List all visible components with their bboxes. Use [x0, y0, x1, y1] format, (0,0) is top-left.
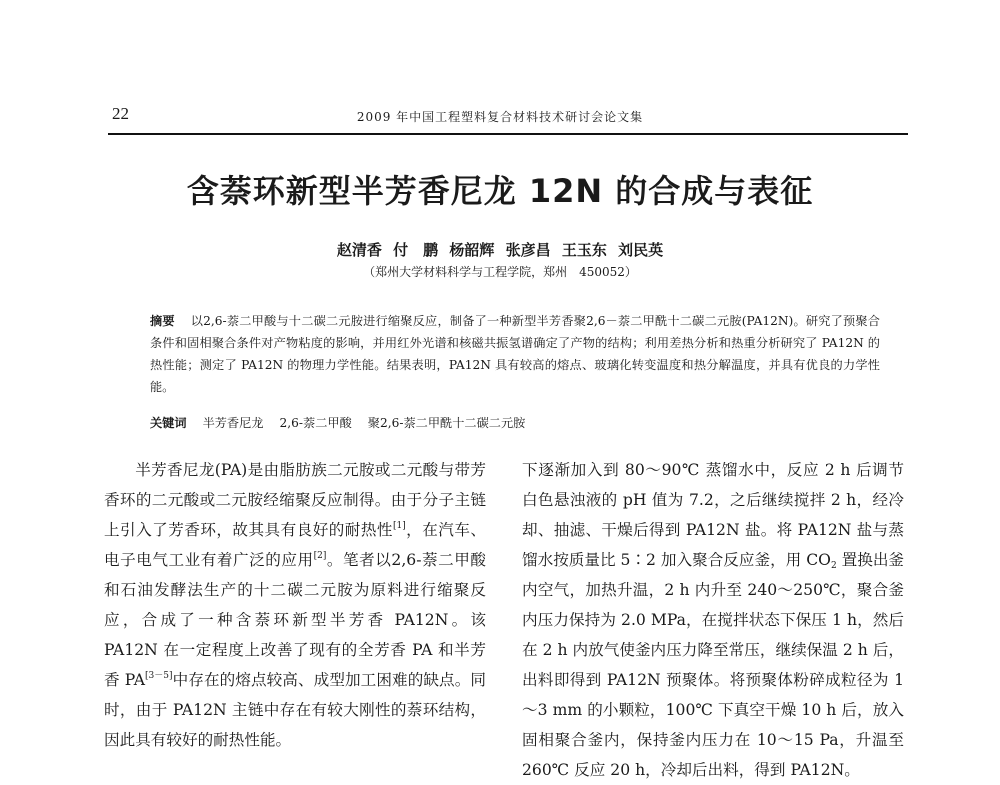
- citation: [2]: [313, 551, 327, 561]
- running-header: 2009 年中国工程塑料复合材料技术研讨会论文集: [356, 110, 644, 124]
- body-column-left: [104, 455, 486, 755]
- author-name: 刘民英: [618, 241, 664, 259]
- paper-title: 含萘环新型半芳香尼龙 12N 的合成与表征: [186, 172, 814, 210]
- body-paragraph: [522, 455, 904, 785]
- author-name: 王玉东: [561, 241, 607, 259]
- page-number: 22: [112, 104, 129, 123]
- body-text: 中存在的熔点较高、成型加工困难的缺点。同时，由于 PA12N 主链中存在有较大刚性的萘环结构，因此具有较好的耐热性能。: [104, 671, 486, 749]
- author-name: 张彦昌: [505, 241, 551, 259]
- subscript: 2: [830, 561, 837, 571]
- keywords: [150, 412, 880, 434]
- keywords-label: 关键词: [150, 416, 187, 430]
- abstract-label: 摘要: [150, 314, 175, 328]
- body-text: 置换出釜内空气，加热升温，2 h 内升至 240～250℃，聚合釜内压力保持为 2.0 MPa，在搅拌状态下保压 1 h，然后在 2 h 内放气使釜内压力降至常压，继续保温 2 h 后，出料即得到 PA12N 预聚体。将预聚体粉碎成粒径为 1～3 mm 的小颗粒，100℃ 下真空干燥 10 h 后，放入固相聚合釜内，保持釜内压力在 10～15 Pa，升温至 260℃ 反应 20 h，冷却后出料，得到 PA12N。: [522, 551, 905, 779]
- body-paragraph: [104, 455, 486, 755]
- keyword: 半芳香尼龙: [202, 416, 264, 430]
- header-divider: [108, 133, 908, 135]
- author-name: 杨韶辉: [449, 241, 495, 259]
- abstract: [150, 310, 880, 398]
- citation: [1]: [392, 521, 406, 531]
- citation: [3－5]: [145, 671, 173, 681]
- abstract-text: 以2,6-萘二甲酸与十二碳二元胺进行缩聚反应，制备了一种新型半芳香聚2,6－萘二甲酰十二碳二元胺(PA12N)。研究了预聚合条件和固相聚合条件对产物粘度的影响，并用红外光谱和核磁共振氢谱确定了产物的结构；利用差热分析和热重分析研究了 PA12N 的热性能；测定了 PA12N 的物理力学性能。结果表明，PA12N 具有较高的熔点、玻璃化转变温度和热分解温度，并具有优良的力学性能。: [150, 314, 880, 394]
- keyword: 聚2,6-萘二甲酰十二碳二元胺: [367, 416, 526, 430]
- body-text: ，在汽车、电子电气工业有着广泛的应用: [104, 521, 486, 569]
- author-name: 付 鹏: [393, 241, 439, 259]
- body-text: 。笔者以2,6-萘二甲酸和石油发酵法生产的十二碳二元胺为原料进行缩聚反应，合成了一种含萘环新型半芳香 PA12N。该 PA12N 在一定程度上改善了现有的全芳香 PA 和半芳香 PA: [104, 551, 486, 689]
- author-name: 赵清香: [336, 241, 382, 259]
- keyword: 2,6-萘二甲酸: [279, 416, 352, 430]
- body-text: 半芳香尼龙(PA)是由脂肪族二元胺或二元酸与带芳香环的二元酸或二元胺经缩聚反应制得。由于分子主链上引入了芳香环，故其具有良好的耐热性: [104, 461, 486, 539]
- author-list: [0, 239, 1000, 260]
- body-text: 下逐渐加入到 80～90℃ 蒸馏水中，反应 2 h 后调节白色悬浊液的 pH 值为 7.2，之后继续搅拌 2 h，经冷却、抽滤、干燥后得到 PA12N 盐。将 PA12N 盐与蒸馏水按质量比 5∶2 加入聚合反应釜，用 CO: [522, 461, 904, 569]
- body-column-right: [522, 455, 904, 785]
- affiliation: （郑州大学材料科学与工程学院，郑州 450052）: [363, 265, 637, 279]
